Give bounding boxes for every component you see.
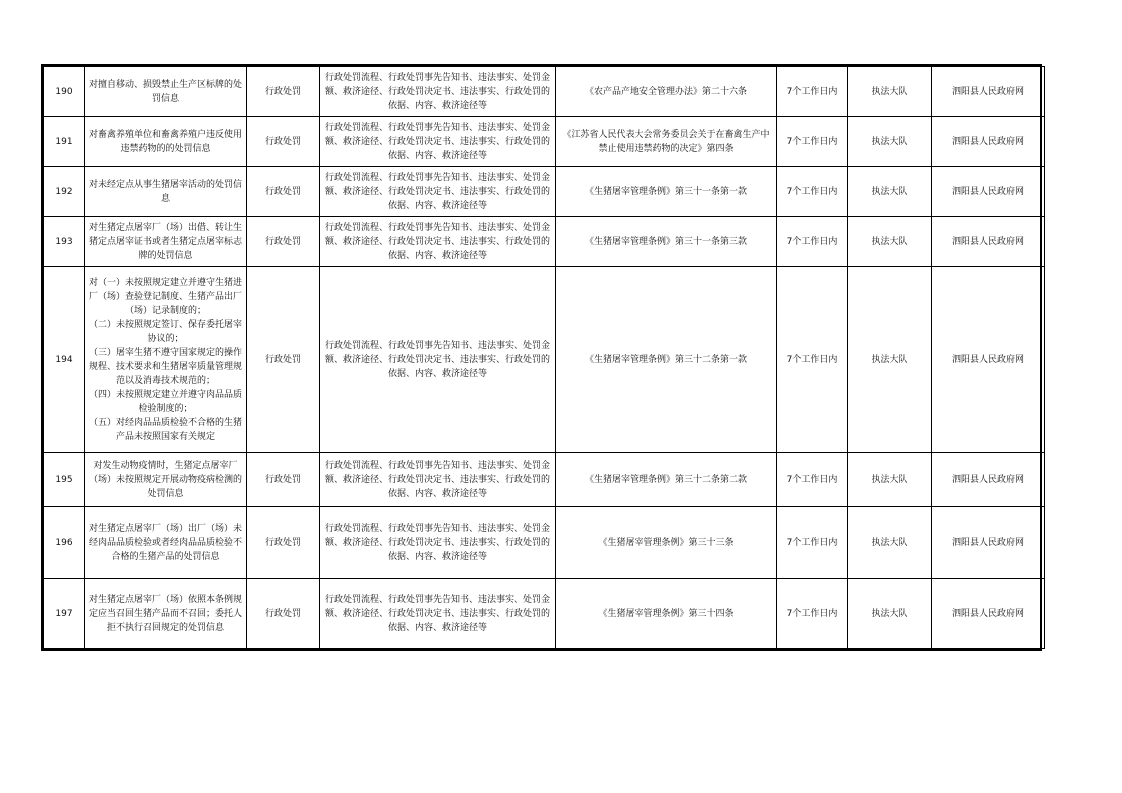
table-row: [44, 507, 1045, 579]
disclosure-channel: 泗阳县人民政府网: [932, 507, 1045, 579]
table-row: [44, 167, 1045, 217]
item-type: 行政处罚: [247, 117, 320, 167]
responsible-subject: 执法大队: [848, 453, 932, 507]
disclosure-deadline: 7个工作日内: [777, 67, 848, 117]
disclosure-content: 行政处罚流程、行政处罚事先告知书、违法事实、处罚金额、救济途径、行政处罚决定书、违法事实、行政处罚的依据、内容、救济途径等: [320, 453, 556, 507]
disclosure-deadline: 7个工作日内: [777, 167, 848, 217]
legal-basis: 《生猪屠宰管理条例》第三十一条第三款: [556, 217, 777, 267]
disclosure-deadline: 7个工作日内: [777, 217, 848, 267]
responsible-subject: 执法大队: [848, 67, 932, 117]
item-type: 行政处罚: [247, 507, 320, 579]
item-name: 对未经定点从事生猪屠宰活动的处罚信息: [85, 167, 247, 217]
responsible-subject: 执法大队: [848, 217, 932, 267]
item-name: 对生猪定点屠宰厂（场）出借、转让生猪定点屠宰证书或者生猪定点屠宰标志牌的处罚信息: [85, 217, 247, 267]
disclosure-channel: 泗阳县人民政府网: [932, 217, 1045, 267]
item-type: 行政处罚: [247, 267, 320, 453]
disclosure-deadline: 7个工作日内: [777, 579, 848, 649]
table-row: [44, 67, 1045, 117]
disclosure-channel: 泗阳县人民政府网: [932, 579, 1045, 649]
row-number: 194: [44, 267, 85, 453]
row-number: 195: [44, 453, 85, 507]
legal-basis: 《江苏省人民代表大会常务委员会关于在畜禽生产中禁止使用违禁药物的决定》第四条: [556, 117, 777, 167]
legal-basis: 《生猪屠宰管理条例》第三十三条: [556, 507, 777, 579]
responsible-subject: 执法大队: [848, 507, 932, 579]
table-row: [44, 217, 1045, 267]
item-line: （五）对经肉品品质检验不合格的生猪产品未按照国家有关规定: [88, 417, 242, 442]
item-line: （三）屠宰生猪不遵守国家规定的操作规程、技术要求和生猪屠宰质量管理规范以及消毒技术规范的；: [88, 347, 242, 386]
row-number: 192: [44, 167, 85, 217]
item-type: 行政处罚: [247, 167, 320, 217]
item-type: 行政处罚: [247, 67, 320, 117]
legal-basis: 《生猪屠宰管理条例》第三十二条第二款: [556, 453, 777, 507]
legal-basis: 《生猪屠宰管理条例》第三十四条: [556, 579, 777, 649]
item-name-lines: [88, 276, 243, 444]
disclosure-content: 行政处罚流程、行政处罚事先告知书、违法事实、处罚金额、救济途径、行政处罚决定书、违法事实、行政处罚的依据、内容、救济途径等: [320, 579, 556, 649]
row-number: 193: [44, 217, 85, 267]
disclosure-table: [43, 66, 1045, 649]
legal-basis: 《农产品产地安全管理办法》第二十六条: [556, 67, 777, 117]
item-line: （二）未按照规定签订、保存委托屠宰协议的；: [88, 319, 242, 344]
row-number: 190: [44, 67, 85, 117]
item-type: 行政处罚: [247, 217, 320, 267]
item-line: （四）未按照规定建立并遵守肉品品质检验制度的；: [88, 389, 242, 414]
legal-basis: 《生猪屠宰管理条例》第三十二条第一款: [556, 267, 777, 453]
row-number: 196: [44, 507, 85, 579]
responsible-subject: 执法大队: [848, 167, 932, 217]
disclosure-table-container: [41, 64, 1042, 651]
item-name: 对擅自移动、损毁禁止生产区标牌的处罚信息: [85, 67, 247, 117]
item-name: 对畜禽养殖单位和畜禽养殖户违反使用违禁药物的的处罚信息: [85, 117, 247, 167]
disclosure-channel: 泗阳县人民政府网: [932, 117, 1045, 167]
item-name: [85, 267, 247, 453]
item-line: 对（一）未按照规定建立并遵守生猪进厂（场）查验登记制度、生猪产品出厂（场）记录制度的；: [88, 277, 242, 316]
disclosure-channel: 泗阳县人民政府网: [932, 167, 1045, 217]
table-row: [44, 579, 1045, 649]
disclosure-deadline: 7个工作日内: [777, 267, 848, 453]
row-number: 191: [44, 117, 85, 167]
item-type: 行政处罚: [247, 579, 320, 649]
disclosure-content: 行政处罚流程、行政处罚事先告知书、违法事实、处罚金额、救济途径、行政处罚决定书、违法事实、行政处罚的依据、内容、救济途径等: [320, 167, 556, 217]
responsible-subject: 执法大队: [848, 267, 932, 453]
disclosure-deadline: 7个工作日内: [777, 507, 848, 579]
disclosure-content: 行政处罚流程、行政处罚事先告知书、违法事实、处罚金额、救济途径、行政处罚决定书、违法事实、行政处罚的依据、内容、救济途径等: [320, 217, 556, 267]
table-row: [44, 117, 1045, 167]
responsible-subject: 执法大队: [848, 117, 932, 167]
disclosure-channel: 泗阳县人民政府网: [932, 267, 1045, 453]
disclosure-content: 行政处罚流程、行政处罚事先告知书、违法事实、处罚金额、救济途径、行政处罚决定书、违法事实、行政处罚的依据、内容、救济途径等: [320, 507, 556, 579]
disclosure-channel: 泗阳县人民政府网: [932, 453, 1045, 507]
disclosure-content: 行政处罚流程、行政处罚事先告知书、违法事实、处罚金额、救济途径、行政处罚决定书、违法事实、行政处罚的依据、内容、救济途径等: [320, 267, 556, 453]
item-name: 对发生动物疫情时，生猪定点屠宰厂（场）未按照规定开展动物疫病检测的处罚信息: [85, 453, 247, 507]
responsible-subject: 执法大队: [848, 579, 932, 649]
item-type: 行政处罚: [247, 453, 320, 507]
item-name: 对生猪定点屠宰厂（场）出厂（场）未经肉品品质检验或者经肉品品质检验不合格的生猪产品的处罚信息: [85, 507, 247, 579]
table-row: [44, 267, 1045, 453]
table-row: [44, 453, 1045, 507]
disclosure-content: 行政处罚流程、行政处罚事先告知书、违法事实、处罚金额、救济途径、行政处罚决定书、违法事实、行政处罚的依据、内容、救济途径等: [320, 117, 556, 167]
row-number: 197: [44, 579, 85, 649]
item-name: 对生猪定点屠宰厂（场）依照本条例规定应当召回生猪产品而不召回；委托人拒不执行召回规定的处罚信息: [85, 579, 247, 649]
disclosure-content: 行政处罚流程、行政处罚事先告知书、违法事实、处罚金额、救济途径、行政处罚决定书、违法事实、行政处罚的依据、内容、救济途径等: [320, 67, 556, 117]
disclosure-deadline: 7个工作日内: [777, 453, 848, 507]
disclosure-deadline: 7个工作日内: [777, 117, 848, 167]
legal-basis: 《生猪屠宰管理条例》第三十一条第一款: [556, 167, 777, 217]
disclosure-channel: 泗阳县人民政府网: [932, 67, 1045, 117]
